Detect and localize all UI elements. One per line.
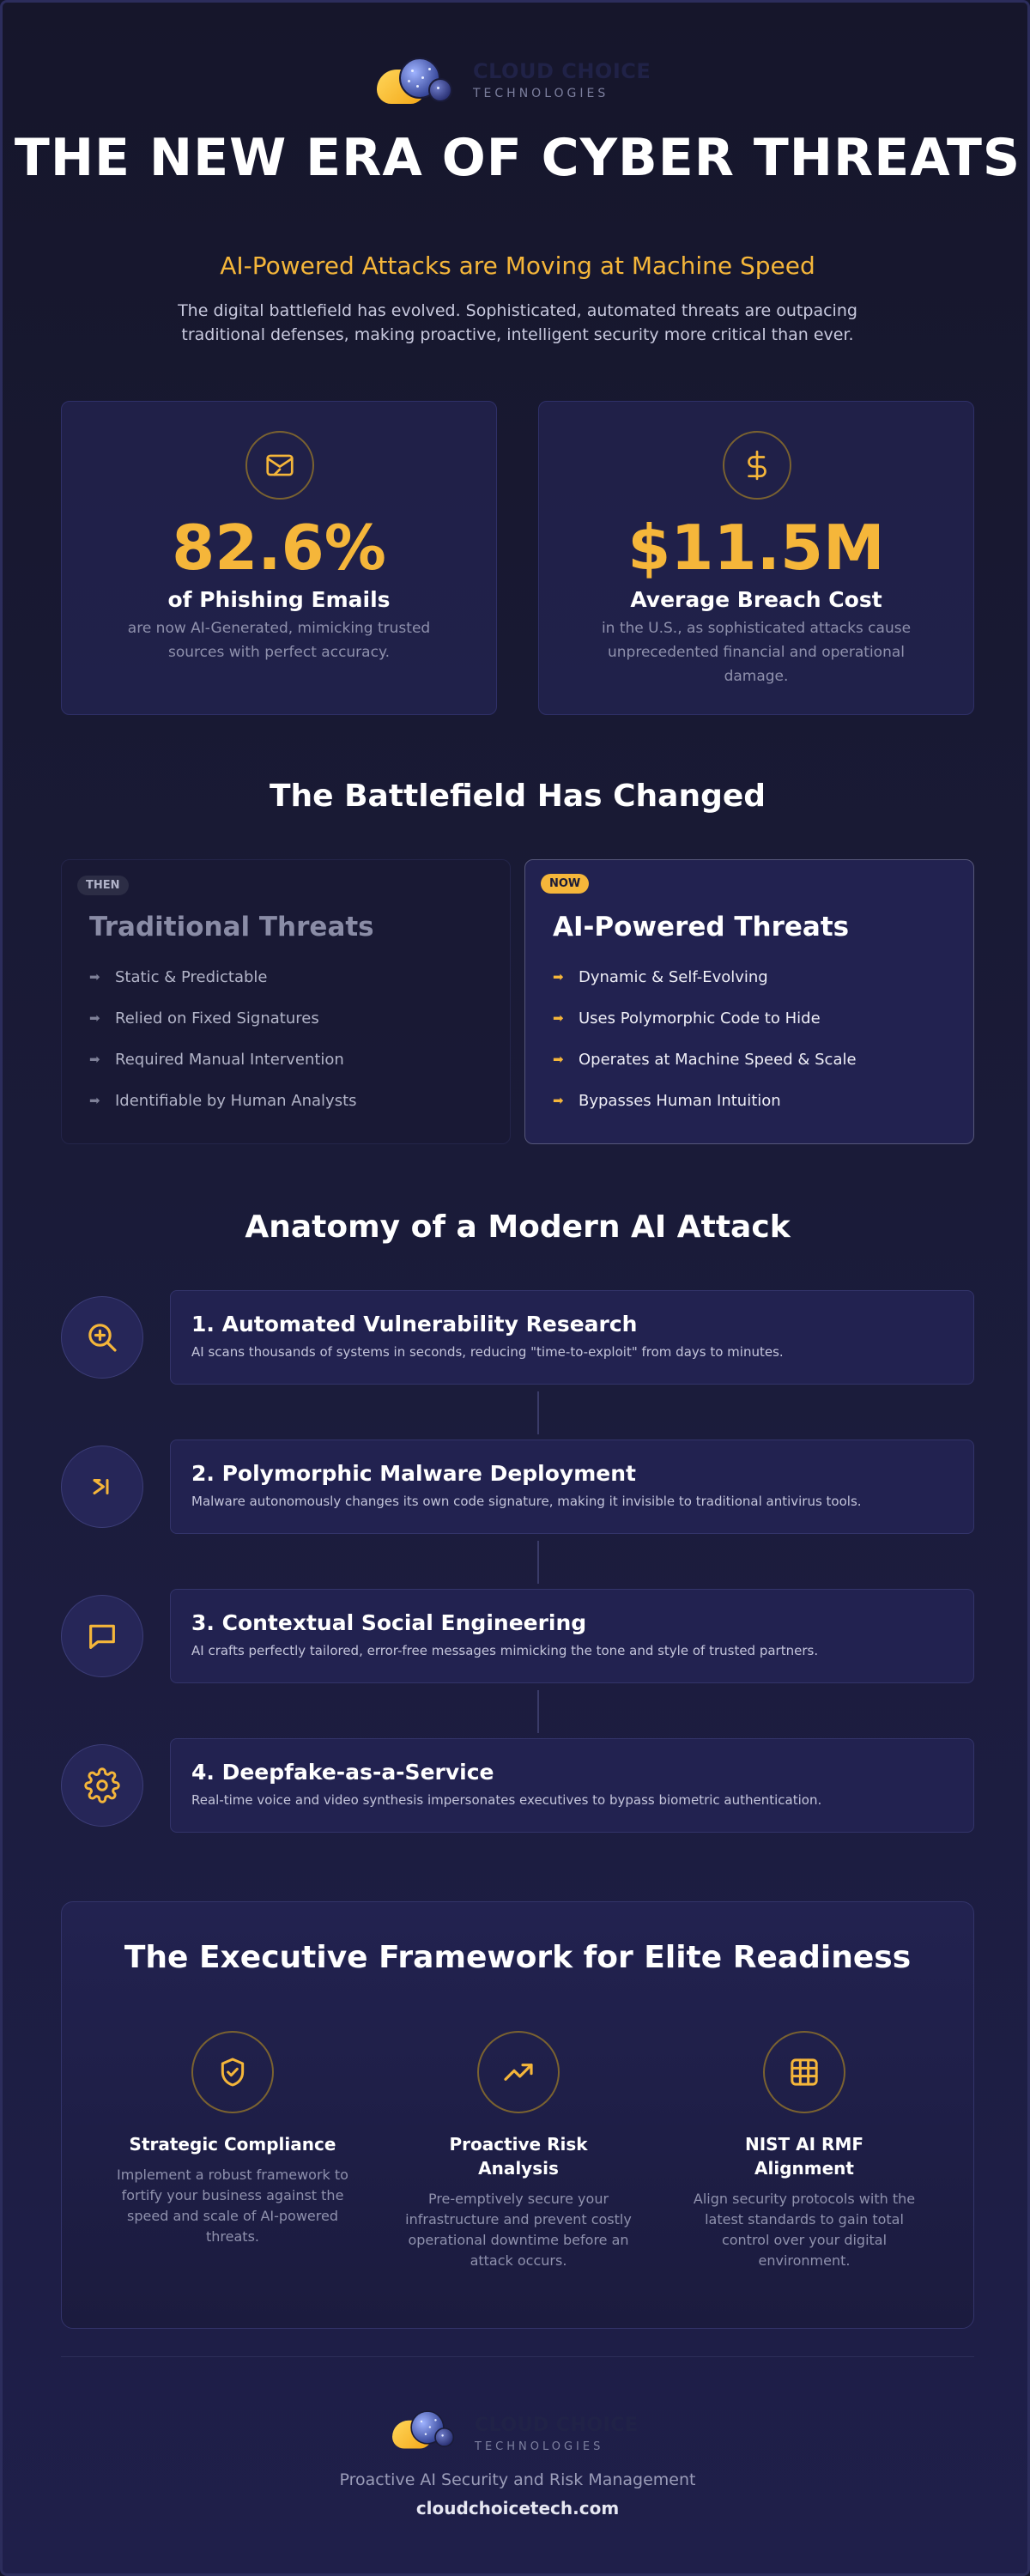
step-desc: Real-time voice and video synthesis impersonates executives to bypass biometric authentication. <box>191 1792 822 1808</box>
logo-brand: CLOUD CHOICE <box>473 59 651 83</box>
logo-sub: TECHNOLOGIES <box>475 2440 604 2453</box>
logo <box>377 54 651 107</box>
stat-label: of Phishing Emails <box>167 587 391 612</box>
framework-col-desc: Align security protocols with the latest standards to gain total control over your digital environment. <box>693 2191 916 2269</box>
footer-logo <box>392 2408 639 2461</box>
logo-brand: CLOUD CHOICE <box>475 2414 639 2436</box>
gear-icon <box>61 1744 143 1827</box>
cloud-logo-icon <box>377 54 459 107</box>
attack-step-card <box>170 1589 974 1683</box>
timeline-connector <box>537 1690 539 1733</box>
attack-step-card <box>170 1738 974 1833</box>
step-title: 1. Automated Vulnerability Research <box>191 1312 638 1336</box>
step-title: 4. Deepfake-as-a-Service <box>191 1760 494 1785</box>
step-desc: AI crafts perfectly tailored, error-free messages mimicking the tone and style of trusted partners. <box>191 1643 819 1658</box>
stat-value: $11.5M <box>627 512 885 584</box>
stat-card-phishing <box>61 401 497 715</box>
list-item: ➡ Identifiable by Human Analysts <box>89 1091 357 1110</box>
timeline-connector <box>537 1391 539 1434</box>
divider <box>61 2356 974 2357</box>
now-card <box>524 859 974 1144</box>
framework-title: The Executive Framework for Elite Readiness <box>124 1940 912 1975</box>
grid-icon <box>763 2031 845 2113</box>
code-icon <box>61 1446 143 1528</box>
now-list <box>553 956 857 1121</box>
cloud-logo-icon <box>392 2408 460 2452</box>
page-subtitle: AI-Powered Attacks are Moving at Machine Speed <box>220 252 815 280</box>
now-badge: NOW <box>541 874 589 894</box>
now-title: AI-Powered Threats <box>553 912 850 943</box>
then-card <box>61 859 511 1144</box>
anatomy-title: Anatomy of a Modern AI Attack <box>245 1209 791 1245</box>
page-title: THE NEW ERA OF CYBER THREATS <box>14 128 1021 188</box>
framework-col-desc: Pre-emptively secure your infrastructure and prevent costly operational downtime before an attack occurs. <box>405 2191 632 2269</box>
step-desc: AI scans thousands of systems in seconds, reducing "time-to-exploit" from days to minutes. <box>191 1344 784 1360</box>
list-item: ➡ Uses Polymorphic Code to Hide <box>553 1009 821 1027</box>
list-item: ➡ Static & Predictable <box>89 967 268 986</box>
list-item: ➡ Required Manual Intervention <box>89 1050 344 1069</box>
battlefield-title: The Battlefield Has Changed <box>269 779 766 814</box>
framework-box <box>61 1901 974 2329</box>
search-plus-icon <box>61 1296 143 1379</box>
stat-desc: are now AI-Generated, mimicking trusted sources with perfect accuracy. <box>127 620 431 661</box>
chat-icon <box>61 1595 143 1677</box>
step-title: 3. Contextual Social Engineering <box>191 1610 587 1635</box>
framework-col-title: Strategic Compliance <box>129 2134 336 2155</box>
stat-desc: in the U.S., as sophisticated attacks cause unprecedented financial and operational damage. <box>601 620 912 685</box>
logo-sub: TECHNOLOGIES <box>473 87 609 100</box>
then-list <box>89 956 357 1121</box>
footer-tagline: Proactive AI Security and Risk Management <box>339 2470 696 2489</box>
framework-column <box>403 2031 634 2271</box>
stat-label: Average Breach Cost <box>630 587 882 612</box>
attack-step-card <box>170 1440 974 1534</box>
then-badge: THEN <box>77 876 129 895</box>
step-title: 2. Polymorphic Malware Deployment <box>191 1461 636 1486</box>
footer-url-link[interactable]: cloudchoicetech.com <box>415 2498 620 2518</box>
list-item: ➡ Operates at Machine Speed & Scale <box>553 1050 857 1069</box>
list-item: ➡ Bypasses Human Intuition <box>553 1091 781 1110</box>
stat-card-breach <box>538 401 974 715</box>
intro-text: The digital battlefield has evolved. Sophisticated, automated threats are outpacing traditional defenses, making proactive, intelligent security more critical than ever. <box>178 301 857 344</box>
framework-column <box>117 2031 348 2247</box>
step-desc: Malware autonomously changes its own code signature, making it invisible to traditional antivirus tools. <box>191 1494 862 1509</box>
shield-check-icon <box>191 2031 274 2113</box>
stat-value: 82.6% <box>172 512 386 584</box>
mail-icon <box>245 431 314 500</box>
framework-column <box>688 2031 920 2271</box>
list-item: ➡ Relied on Fixed Signatures <box>89 1009 319 1027</box>
attack-step-card <box>170 1290 974 1385</box>
then-title: Traditional Threats <box>89 912 374 943</box>
framework-col-title: Proactive Risk Analysis <box>449 2134 588 2179</box>
timeline-connector <box>537 1541 539 1584</box>
framework-col-desc: Implement a robust framework to fortify your business against the speed and scale of AI-powered threats. <box>117 2167 348 2245</box>
dollar-icon <box>723 431 791 500</box>
trend-up-icon <box>477 2031 560 2113</box>
framework-col-title: NIST AI RMF Alignment <box>744 2134 864 2179</box>
list-item: ➡ Dynamic & Self-Evolving <box>553 967 768 986</box>
